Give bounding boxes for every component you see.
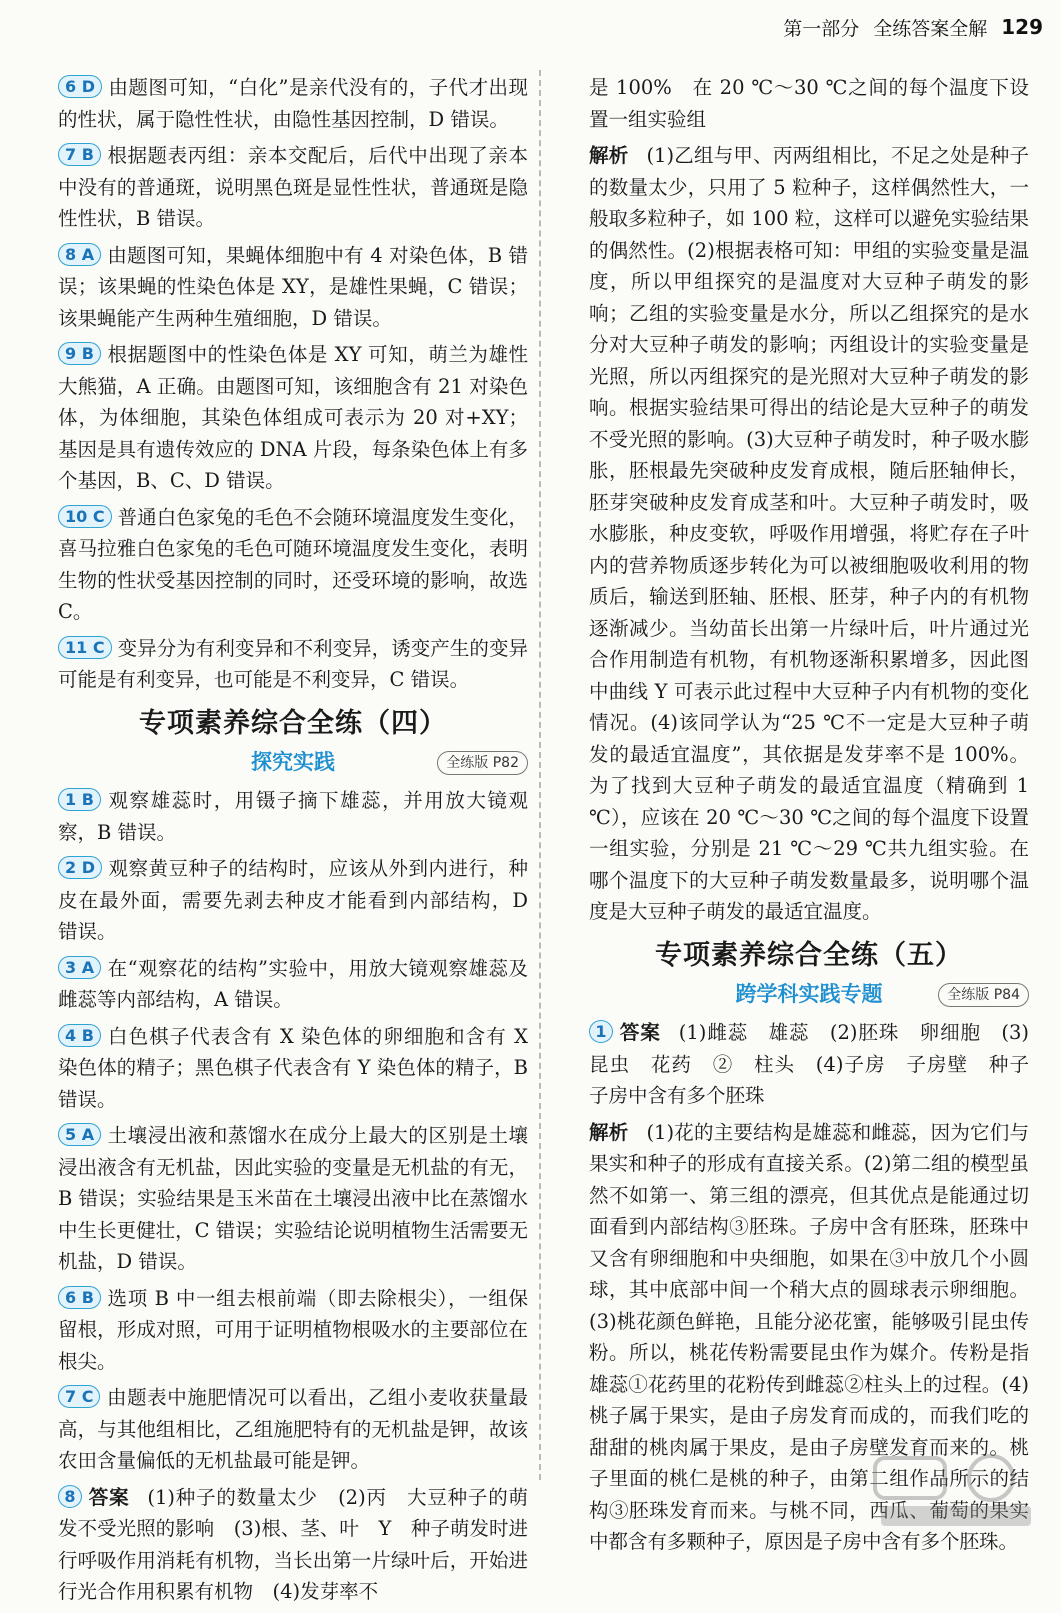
answer-badge: 7 B — [58, 143, 101, 166]
answer-text: (1)雌蕊 雄蕊 (2)胚珠 卵细胞 (3)昆虫 花药 ② 柱头 (4)子房 子房壁 种子 子房中含有多个胚珠 — [589, 1021, 1049, 1107]
analysis-label: 解析 — [589, 144, 629, 167]
answer-text: 根据题表丙组：亲本交配后，后代中出现了亲本中没有的普通斑，说明黑色斑是显性性状，普通斑是隐性性状，B 错误。 — [58, 144, 528, 230]
answer-text: 由题图可知，果蝇体细胞中有 4 对染色体，B 错误；该果蝇的性染色体是 XY，是雄性果蝇，C 错误；该果蝇能产生两种生殖细胞，D 错误。 — [58, 243, 528, 330]
answer-badge: 8 A — [58, 243, 101, 266]
answer-badge: 7 C — [58, 1385, 100, 1408]
analysis-text: (1)花的主要结构是雄蕊和雌蕊，因为它们与果实和种子的形成有直接关系。(2)第二组的模型虽然不如第一、第三组的漂亮，但其优点是能通过切面看到内部结构③胚珠。子房中含有胚珠，胚珠中又含有卵细胞和中央细胞，如果在③中放几个小圆球，其中底部中间一个稍大点的圆球表示卵细胞。(3)桃花颜色鲜艳，且能分泌花蜜，能够吸引昆虫传粉。所以，桃花传粉需要昆虫作为媒介。传粉是指雄蕊①花药里的花粉传到雌蕊②柱头上的过程。(4)桃子属于果实，是由子房发育而成的，而我们吃的甜甜的桃肉属于果皮，是由子房壁发育而来的。桃子里面的桃仁是桃的种子，由第二组作品所示的结构③胚珠发育而来。与桃不同，西瓜、葡萄的果实中都含有多颗种子，原因是子房中含有多个胚珠。 — [589, 1120, 1029, 1553]
section-title-4: 专项素养综合全练（四） — [139, 707, 447, 739]
answer-text: 观察雄蕊时，用镊子摘下雄蕊，并用放大镜观察，B 错误。 — [58, 789, 528, 844]
answer-item — [58, 1382, 528, 1477]
section-subtitle-row-5 — [589, 979, 1029, 1013]
answers-list-b — [58, 785, 528, 1608]
answer-badge: 2 D — [58, 856, 102, 879]
page-ref-badge-5: 全练版 P84 — [938, 983, 1029, 1007]
answer-badge: 4 B — [58, 1024, 101, 1047]
answer-text: 观察黄豆种子的结构时，应该从外到内进行，种皮在最外面，需要先剥去种皮才能看到内部结构，D 错误。 — [58, 857, 528, 943]
answer-text: 在“观察花的结构”实验中，用放大镜观察雄蕊及雌蕊等内部结构，A 错误。 — [58, 956, 528, 1011]
answer-badge: 5 A — [58, 1123, 101, 1146]
answer-text: 变异分为有利变异和不利变异，诱变产生的变异可能是有利变异，也可能是不利变异，C 错误。 — [58, 636, 528, 691]
answer-badge: 1 — [589, 1020, 613, 1043]
answers-list-a — [58, 72, 528, 696]
page-number: 129 — [1001, 15, 1043, 39]
analysis-text: (1)乙组与甲、丙两组相比，不足之处是种子的数量太少，只用了 5 粒种子，这样偶然性大，一般取多粒种子，如 100 粒，这样可以避免实验结果的偶然性。(2)根据表格可知：甲组的实验变量是温度，所以甲组探究的是温度对大豆种子萌发的影响；乙组的实验变量是水分，所以乙组探究的是水分对大豆种子萌发的影响；丙组设计的实验变量是光照，所以丙组探究的是光照对大豆种子萌发的影响。根据实验结果可得出的结论是大豆种子的萌发不受光照的影响。(3)大豆种子萌发时，种子吸水膨胀，胚根最先突破种皮发育成根，随后胚轴伸长，胚芽突破种皮发育成茎和叶。大豆种子萌发时，吸水膨胀，种皮变软，呼吸作用增强，将贮存在子叶内的营养物质逐步转化为可以被细胞吸收利用的物质后，输送到胚轴、胚根、胚芽，种子内的有机物逐渐减少。当幼苗长出第一片绿叶后，叶片通过光合作用制造有机物，有机物逐渐积累增多，因此图中曲线 Y 可表示此过程中大豆种子内有机物的变化情况。(4)该同学认为“25 ℃不一定是大豆种子萌发的最适宜温度”，其依据是发芽率不是 100%。为了找到大豆种子萌发的最适宜温度（精确到 1 ℃），应该在 20 ℃～30 ℃之间的每个温度下设置一组实验，分别是 21 ℃～29 ℃共九组实验。在哪个温度下的大豆种子萌发数量最多，说明哪个温度是大豆种子萌发的最适宜温度。 — [589, 144, 1029, 923]
section-subtitle-4: 探究实践 — [251, 750, 335, 774]
answer-badge: 11 C — [58, 636, 112, 659]
section-subtitle-row-4 — [58, 747, 528, 781]
section-subtitle-5: 跨学科实践专题 — [735, 982, 883, 1006]
answer-badge: 3 A — [58, 956, 101, 979]
left-column — [58, 72, 528, 1613]
header-part: 第一部分 — [783, 17, 860, 40]
answer-item — [58, 1021, 528, 1116]
answer-text: 由题表中施肥情况可以看出，乙组小麦收获量最高，与其他组相比，乙组施肥特有的无机盐是钾，故该农田含量偏低的无机盐最可能是钾。 — [58, 1386, 528, 1472]
answer-item — [58, 240, 528, 335]
page-ref-badge-4: 全练版 P82 — [437, 751, 528, 775]
answer-item — [58, 785, 528, 848]
analysis-item — [589, 140, 1029, 928]
answer-text: 白色棋子代表含有 X 染色体的卵细胞和含有 X 染色体的精子；黑色棋子代表含有 Y 染色体的精子，B 错误。 — [58, 1024, 528, 1111]
answer-item — [58, 1120, 528, 1278]
answer-badge: 10 C — [58, 505, 112, 528]
answer-text: 根据题图中的性染色体是 XY 可知，萌兰为雄性大熊猫，A 正确。由题图可知，该细胞含有 21 对染色体，为体细胞，其染色体组成可表示为 20 对+XY；基因是具有遗传效应的 DNA 片段，每条染色体上有多个基因，B、C、D 错误。 — [58, 343, 528, 492]
answer-badge: 1 B — [58, 788, 101, 811]
answer-item — [58, 1283, 528, 1378]
page-header — [783, 8, 1043, 46]
answer-item — [58, 953, 528, 1016]
answer-item — [58, 853, 528, 948]
answer-text: 土壤浸出液和蒸馏水在成分上最大的区别是土壤浸出液含有无机盐，因此实验的变量是无机盐的有无，B 错误；实验结果是玉米苗在土壤浸出液中比在蒸馏水中生长更健壮，C 错误；实验结论说明植物生活需要无机盐，D 错误。 — [58, 1124, 528, 1273]
answer-label: 答案 — [619, 1021, 661, 1044]
watermark-logo — [871, 1452, 1041, 1532]
answer-item-q1 — [589, 1017, 1049, 1112]
answer-label: 答案 — [88, 1485, 130, 1509]
answer-text: 普通白色家兔的毛色不会随环境温度发生变化，喜马拉雅白色家兔的毛色可随环境温度发生变化，表明生物的性状受基因控制的同时，还受环境的影响，故选 C。 — [58, 505, 528, 623]
answer-item — [58, 72, 528, 135]
answer-item — [58, 339, 528, 497]
answer-item — [58, 633, 528, 696]
answer-item — [58, 502, 528, 628]
column-divider — [539, 70, 541, 1480]
answer-item-q8 — [58, 1482, 528, 1608]
header-section: 全练答案全解 — [873, 17, 988, 40]
right-column — [589, 72, 1049, 1563]
answer-badge: 6 D — [58, 75, 102, 98]
answer-text: 选项 B 中一组去根前端（即去除根尖），一组保留根，形成对照，可用于证明植物根吸水的主要部位在根尖。 — [58, 1286, 528, 1373]
section-title-5: 专项素养综合全练（五） — [655, 939, 963, 971]
analysis-label: 解析 — [589, 1120, 629, 1144]
answer-continuation: 是 100% 在 20 ℃～30 ℃之间的每个温度下设置一组实验组 — [589, 76, 1029, 131]
answer-text: 由题图可知，“白化”是亲代没有的，子代才出现的性状，属于隐性性状，由隐性基因控制，D 错误。 — [58, 76, 528, 131]
answer-badge: 6 B — [58, 1286, 101, 1309]
answer-item — [58, 140, 528, 235]
answer-text: (1)种子的数量太少 (2)丙 大豆种子的萌发不受光照的影响 (3)根、茎、叶 Y 种子萌发时进行呼吸作用消耗有机物，当长出第一片绿叶后，开始进行光合作用积累有机物 (4)发芽率不 — [58, 1485, 528, 1603]
answer-badge: 8 — [58, 1485, 82, 1508]
answer-badge: 9 B — [58, 342, 101, 365]
